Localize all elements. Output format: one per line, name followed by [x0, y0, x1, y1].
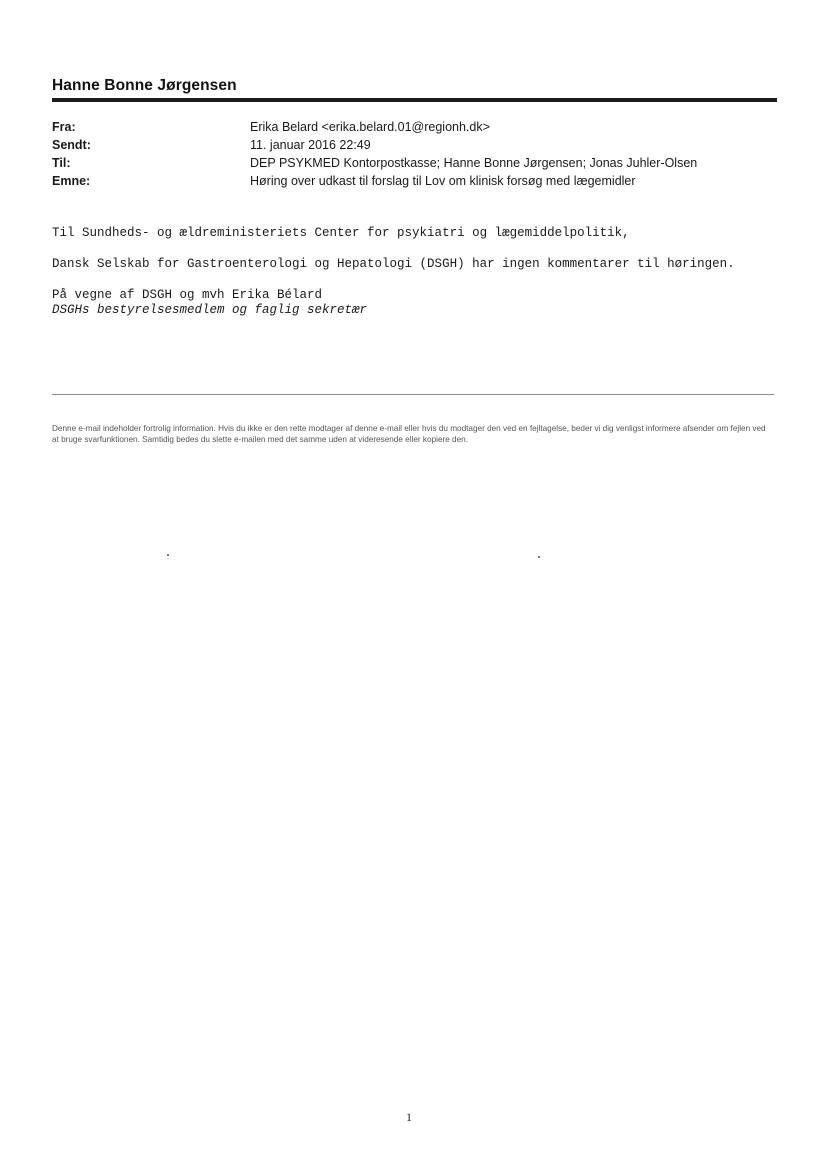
body-greeting: Til Sundheds- og ældreministeriets Center for psykiatri og lægemiddelpolitik, — [52, 226, 630, 240]
header-label: Til: — [52, 156, 71, 170]
scan-speck — [538, 556, 540, 558]
scan-speck — [167, 554, 169, 556]
header-label: Sendt: — [52, 138, 91, 152]
header-label: Fra: — [52, 120, 76, 134]
body-main-paragraph: Dansk Selskab for Gastroenterologi og Hepatologi (DSGH) har ingen kommentarer til høringen. — [52, 257, 735, 271]
email-body — [52, 226, 772, 318]
header-value-from: Erika Belard <erika.belard.01@regionh.dk> — [250, 120, 490, 134]
mailbox-owner-name: Hanne Bonne Jørgensen — [52, 77, 237, 94]
header-divider — [52, 98, 777, 102]
page-number: 1 — [406, 1110, 412, 1124]
header-value-sent: 11. januar 2016 22:49 — [250, 138, 371, 152]
confidentiality-disclaimer: Denne e-mail indeholder fortrolig information. Hvis du ikke er den rette modtager af denne e-mail eller hvis du modtager den ved en fejltagelse, beder vi dig venligst informere afsender om fejlen ved at bruge svarfunktionen. Samtidig bedes du slette e-mailen med det samme uden at videresende eller kopiere den. — [52, 424, 766, 444]
header-value-to: DEP PSYKMED Kontorpostkasse; Hanne Bonne Jørgensen; Jonas Juhler-Olsen — [250, 156, 698, 170]
disclaimer-divider — [52, 394, 774, 395]
header-value-subject: Høring over udkast til forslag til Lov om klinisk forsøg med lægemidler — [250, 174, 636, 188]
header-label: Emne: — [52, 174, 91, 188]
body-signoff: På vegne af DSGH og mvh Erika Bélard — [52, 288, 323, 302]
body-signature-role: DSGHs bestyrelsesmedlem og faglig sekretær — [52, 303, 368, 317]
